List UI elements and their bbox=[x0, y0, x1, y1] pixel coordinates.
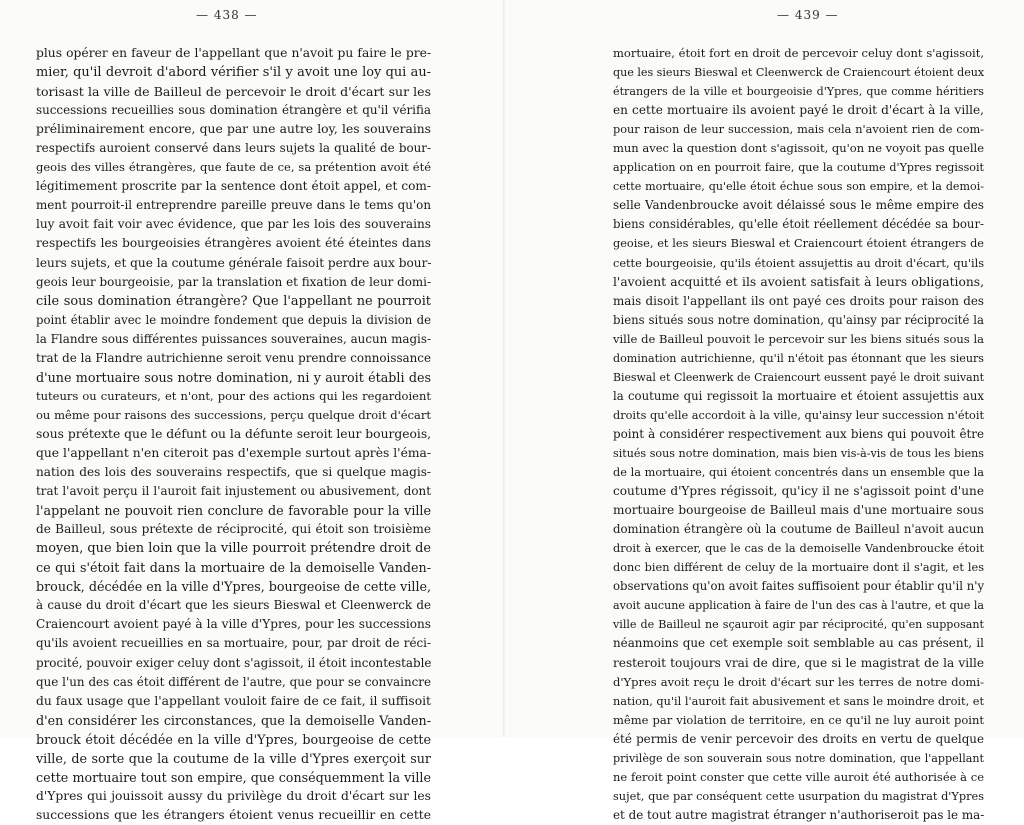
text-line: de Bailleul, sous prétexte de réciprocité, qui étoit son troisième bbox=[36, 522, 431, 537]
text-line: tuteurs ou curateurs, et n'ont, pour des actions qui les regardoient bbox=[36, 388, 431, 403]
left-page-text bbox=[36, 44, 431, 825]
text-line: cette bourgeoisie, qu'ils étoient assujettis au droit d'écart, qu'ils bbox=[613, 256, 984, 270]
text-line: l'appelant ne pouvoit rien conclure de favorable pour la ville bbox=[36, 503, 431, 519]
text-line: avoit aucune application à faire de l'un des cas à l'autre, et que la bbox=[613, 599, 984, 613]
text-line: légitimement proscrite par la sentence dont étoit appel, et com- bbox=[36, 179, 431, 194]
text-line: l'avoient acquitté et ils avoient satisfait à leurs obligations, bbox=[613, 274, 984, 289]
text-line: cile sous domination étrangère? Que l'appellant ne pourroit bbox=[36, 293, 431, 309]
text-line: selle Vandenbroucke avoit délaissé sous le même empire des bbox=[613, 198, 984, 213]
text-line: point à considérer respectivement aux biens qui pouvoit être bbox=[613, 426, 984, 441]
text-line: à cause du droit d'écart que les sieurs Bieswal et Cleenwerck de bbox=[36, 598, 431, 613]
text-line: même par violation de territoire, en ce qu'il ne luy auroit point bbox=[613, 712, 984, 727]
text-line: respectifs auroient conservé dans leurs sujets la qualité de bour- bbox=[36, 141, 431, 156]
right-page bbox=[505, 0, 1024, 822]
text-line: ce qui s'étoit fait dans la mortuaire de la demoiselle Vanden- bbox=[36, 560, 431, 576]
text-line: et de tout autre magistrat étranger n'authoriseroit pas le ma- bbox=[613, 807, 984, 822]
text-line: mais disoit l'appellant ils ont payé ces droits pour raison des bbox=[613, 293, 984, 308]
text-line: d'une mortuaire sous notre domination, ni y auroit établi des bbox=[36, 369, 431, 385]
text-line: mun avec la question dont s'agissoit, qu'on ne voyoit pas quelle bbox=[613, 141, 984, 156]
text-line: néanmoins que cet exemple soit semblable au cas présent, il bbox=[613, 636, 984, 651]
text-line: en cette mortuaire ils avoient payé le droit d'écart à la ville, bbox=[613, 103, 984, 118]
left-page bbox=[0, 0, 505, 822]
text-line: situés sous notre domination, mais bien vis-à-vis de tous les biens bbox=[613, 446, 984, 460]
text-line: domination autrichienne, qu'il n'étoit pas étonnant que les sieurs bbox=[613, 351, 984, 365]
text-line: ne feroit point conster que cette ville auroit été authorisée à ce bbox=[613, 769, 984, 784]
text-line: que les sieurs Bieswal et Cleenwerck de Craiencourt étoient deux bbox=[613, 66, 984, 80]
text-line: leurs sujets, et que la coutume générale faisoit perdre aux bour- bbox=[36, 255, 431, 270]
text-line: luy avoit fait voir avec évidence, que par les lois des souverains bbox=[36, 217, 431, 232]
text-line: ville de Bailleul pouvoit le percevoir sur les biens situés sous la bbox=[613, 331, 984, 346]
text-line: plus opérer en faveur de l'appellant que n'avoit pu faire le pre- bbox=[36, 46, 431, 60]
text-line: Bieswal et Cleenwerk de Craiencourt eussent payé le droit suivant bbox=[613, 370, 984, 384]
text-line: cette mortuaire, qu'elle étoit échue sous son empire, et la demoi- bbox=[613, 180, 984, 194]
text-line: coutume d'Ypres régissoit, qu'icy il ne s'agissoit point d'une bbox=[613, 484, 984, 499]
text-line: donc bien différent de celuy de la mortuaire dont il s'agit, et les bbox=[613, 561, 984, 575]
text-line: du faux usage que l'appellant vouloit faire de ce fait, il suffisoit bbox=[36, 693, 431, 708]
text-line: droit à exercer, que le cas de la demoiselle Vandenbroucke étoit bbox=[613, 542, 984, 556]
text-line: resteroit toujours vrai de dire, que si le magistrat de la ville bbox=[613, 655, 984, 670]
text-line: sujet, que par conséquent cette usurpation du magistrat d'Ypres bbox=[613, 789, 984, 803]
text-line: mortuaire, étoit fort en droit de percevoir celuy dont s'agissoit, bbox=[613, 46, 984, 60]
text-line: geoise, et les sieurs Bieswal et Craiencourt étoient étrangers de bbox=[613, 237, 984, 251]
text-line: ville de Bailleul ne sçauroit agir par réciprocité, qu'en supposant bbox=[613, 618, 984, 632]
text-line: ou même pour raisons des successions, perçu quelque droit d'écart bbox=[36, 407, 431, 422]
text-line: domination étrangère où la coutume de Bailleul n'avoit aucun bbox=[613, 522, 984, 537]
text-line: geois leur bourgeoisie, par la translation et fixation de leur domi- bbox=[36, 274, 431, 289]
text-line: étrangers de la ville et bourgeoisie d'Ypres, que comme héritiers bbox=[613, 85, 984, 99]
text-line: torisast la ville de Bailleul de percevoir le droit d'écart sur les bbox=[36, 84, 431, 100]
text-line: cette mortuaire tout son empire, que conséquemment la ville bbox=[36, 769, 431, 785]
text-line: mier, qu'il devroit d'abord vérifier s'il y avoit une loy qui au- bbox=[36, 65, 431, 81]
text-line: été permis de venir percevoir des droits en vertu de quelque bbox=[613, 731, 984, 746]
right-page-text bbox=[613, 44, 984, 825]
text-line: nation, qu'il l'auroit fait abusivement et sans le moindre droit, et bbox=[613, 694, 984, 708]
text-line: respectifs les bourgeoisies étrangères avoient été éteintes dans bbox=[36, 236, 431, 251]
text-line: qu'ils avoient recueillies en sa mortuaire, pour, par droit de réci- bbox=[36, 636, 431, 651]
text-line: successions que les étrangers étoient venus recueillir en cette bbox=[36, 807, 431, 822]
page-number-left: — 438 — bbox=[196, 8, 258, 22]
text-line: droits qu'elle accordoit à la ville, qu'ainsy leur succession n'étoit bbox=[613, 408, 984, 422]
text-line: la coutume qui regissoit la mortuaire et étoient assujettis aux bbox=[613, 388, 984, 403]
text-line: procité, pouvoir exiger celuy dont s'agissoit, il étoit incontestable bbox=[36, 655, 431, 670]
text-line: ville, de sorte que la coutume de la ville d'Ypres exerçoit sur bbox=[36, 750, 431, 766]
text-line: successions recueillies sous domination étrangère et qu'il vérifia bbox=[36, 103, 431, 118]
text-line: Craiencourt avoient payé à la ville d'Ypres, pour les successions bbox=[36, 617, 431, 632]
text-line: que l'appellant n'en citeroit pas d'exemple surtout après l'éma- bbox=[36, 445, 431, 460]
text-line: la Flandre sous différentes puissances souveraines, aucun magis- bbox=[36, 331, 431, 346]
text-line: application on en pourroit faire, que la coutume d'Ypres regissoit bbox=[613, 161, 984, 175]
text-line: nation des lois des souverains respectifs, que si quelque magis- bbox=[36, 465, 431, 480]
text-line: trat de la Flandre autrichienne seroit venu prendre connoissance bbox=[36, 350, 431, 365]
text-line: que l'un des cas étoit différent de l'autre, que pour se convaincre bbox=[36, 674, 431, 689]
text-line: brouck, décédée en la ville d'Ypres, bourgeoise de cette ville, bbox=[36, 579, 431, 595]
text-line: biens situés sous notre domination, qu'ainsy par réciprocité la bbox=[613, 312, 984, 327]
text-line: privilège de son souverain sous notre domination, que l'appellant bbox=[613, 751, 984, 765]
text-line: préliminairement encore, que par une autre loy, les souverains bbox=[36, 122, 431, 137]
text-line: biens considérables, qu'elle étoit réellement décédée sa bour- bbox=[613, 217, 984, 232]
text-line: d'Ypres avoit reçu le droit d'écart sur les terres de notre domi- bbox=[613, 674, 984, 689]
page-number-right: — 439 — bbox=[777, 8, 839, 22]
text-line: sous prétexte que le défunt ou la défunte seroit leur bourgeois, bbox=[36, 426, 431, 441]
text-line: pour raison de leur succession, mais cela n'avoient rien de com- bbox=[613, 123, 984, 137]
text-line: trat l'avoit perçu il l'auroit fait injustement ou abusivement, dont bbox=[36, 484, 431, 499]
text-line: point établir avec le moindre fondement que depuis la division de bbox=[36, 312, 431, 327]
text-line: mortuaire bourgeoise de Bailleul mais d'une mortuaire sous bbox=[613, 503, 984, 518]
text-line: geois des villes étrangères, que faute de ce, sa prétention avoit été bbox=[36, 160, 431, 175]
text-line: moyen, que bien loin que la ville pourroit prétendre droit de bbox=[36, 541, 431, 557]
text-line: de la mortuaire, qui étoient concentrés dans un ensemble que la bbox=[613, 466, 984, 480]
text-line: observations qu'on avoit faites suffisoient pour établir qu'il n'y bbox=[613, 579, 984, 594]
text-line: d'en considérer les circonstances, que la demoiselle Vanden- bbox=[36, 712, 431, 728]
text-line: ment pourroit-il entreprendre pareille preuve dans le tems qu'on bbox=[36, 198, 431, 213]
text-line: brouck étoit décédée en la ville d'Ypres, bourgeoise de cette bbox=[36, 731, 431, 747]
text-line: d'Ypres qui jouissoit aussy du privilège du droit d'écart sur les bbox=[36, 788, 431, 803]
